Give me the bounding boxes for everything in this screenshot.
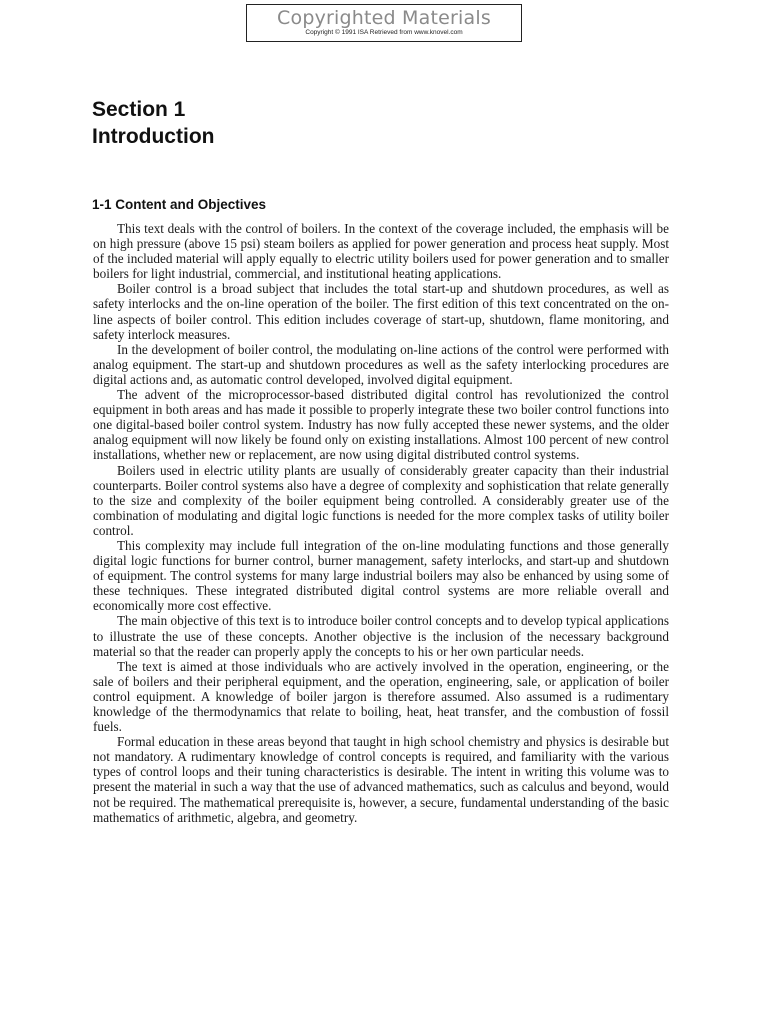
paragraph-3: In the development of boiler control, the modulating on-line actions of the control were performed with analog equipment. The start-up and shutdown procedures as well as the safety interlocking procedures are digital actions and, as automatic control developed, involved digital equipment.	[93, 341, 669, 387]
subsection-heading: 1-1 Content and Objectives	[92, 197, 267, 212]
paragraph-2: Boiler control is a broad subject that includes the total start-up and shutdown procedures, as well as safety interlocks and the on-line operation of the boiler. The first edition of this text concentrated on the on-line aspects of boiler control. This edition includes coverage of start-up, shutdown, flame monitoring, and safety interlock measures.	[93, 281, 669, 342]
copyright-stamp-subtitle: Copyright © 1991 ISA Retrieved from www.knovel.com	[305, 29, 463, 36]
section-heading	[92, 96, 214, 150]
section-number: Section 1	[92, 98, 186, 121]
copyright-stamp	[246, 4, 522, 42]
paragraph-9: Formal education in these areas beyond that taught in high school chemistry and physics is desirable but not mandatory. A rudimentary knowledge of control concepts is required, and familiarity with the various types of control loops and their tuning characteristics is desirable. The intent in writing this volume was to present the material in such a way that the use of advanced mathematics, such as calculus and beyond, would not be required. The mathematical prerequisite is, however, a secure, fundamental understanding of the basic mathematics of arithmetic, algebra, and geometry.	[93, 734, 669, 825]
section-title: Introduction	[92, 125, 215, 148]
paragraph-7: The main objective of this text is to introduce boiler control concepts and to develop typical applications to illustrate the use of these concepts. Another objective is the inclusion of the necessary background material so that the reader can properly apply the concepts to his or her own particular needs.	[93, 613, 669, 659]
paragraph-5: Boilers used in electric utility plants are usually of considerably greater capacity than their industrial counterparts. Boiler control systems also have a degree of complexity and sophistication that relate generally to the size and complexity of the boiler equipment being controlled. A considerably greater use of the combination of modulating and digital logic functions is needed for the more complex tasks of utility boiler control.	[93, 462, 669, 538]
paragraph-1: This text deals with the control of boilers. In the context of the coverage included, the emphasis will be on high pressure (above 15 psi) steam boilers as applied for power generation and process heat supply. Most of the included material will apply equally to electric utility boilers used for power generation and to smaller boilers for light industrial, commercial, and institutional heating applications.	[93, 221, 669, 282]
paragraph-6: This complexity may include full integration of the on-line modulating functions and those generally digital logic functions for burner control, burner management, safety interlocks, and start-up and shutdown of equipment. The control systems for many large industrial boilers may also be enhanced by using some of these techniques. These integrated distributed digital control systems are more reliable overall and economically more cost effective.	[93, 537, 669, 614]
body-text	[93, 221, 669, 825]
paragraph-8: The text is aimed at those individuals who are actively involved in the operation, engineering, or the sale of boilers and their peripheral equipment, and the operation, engineering, sale, or application of boiler control equipment. A knowledge of boiler jargon is therefore assumed. Also assumed is a rudimentary knowledge of the thermodynamics that relate to boiling, heat, heat transfer, and the combustion of fossil fuels.	[93, 658, 669, 735]
paragraph-4: The advent of the microprocessor-based distributed digital control has revolutionized the control equipment in both areas and has made it possible to properly integrate these two boiler control functions into one digital-based boiler control system. Industry has now fully accepted these newer systems, and the older analog equipment will now likely be found only on existing installations. Almost 100 percent of new control installations, whether new or replacement, are now using digital distributed control systems.	[93, 387, 669, 463]
copyright-stamp-title: Copyrighted Materials	[277, 7, 491, 29]
